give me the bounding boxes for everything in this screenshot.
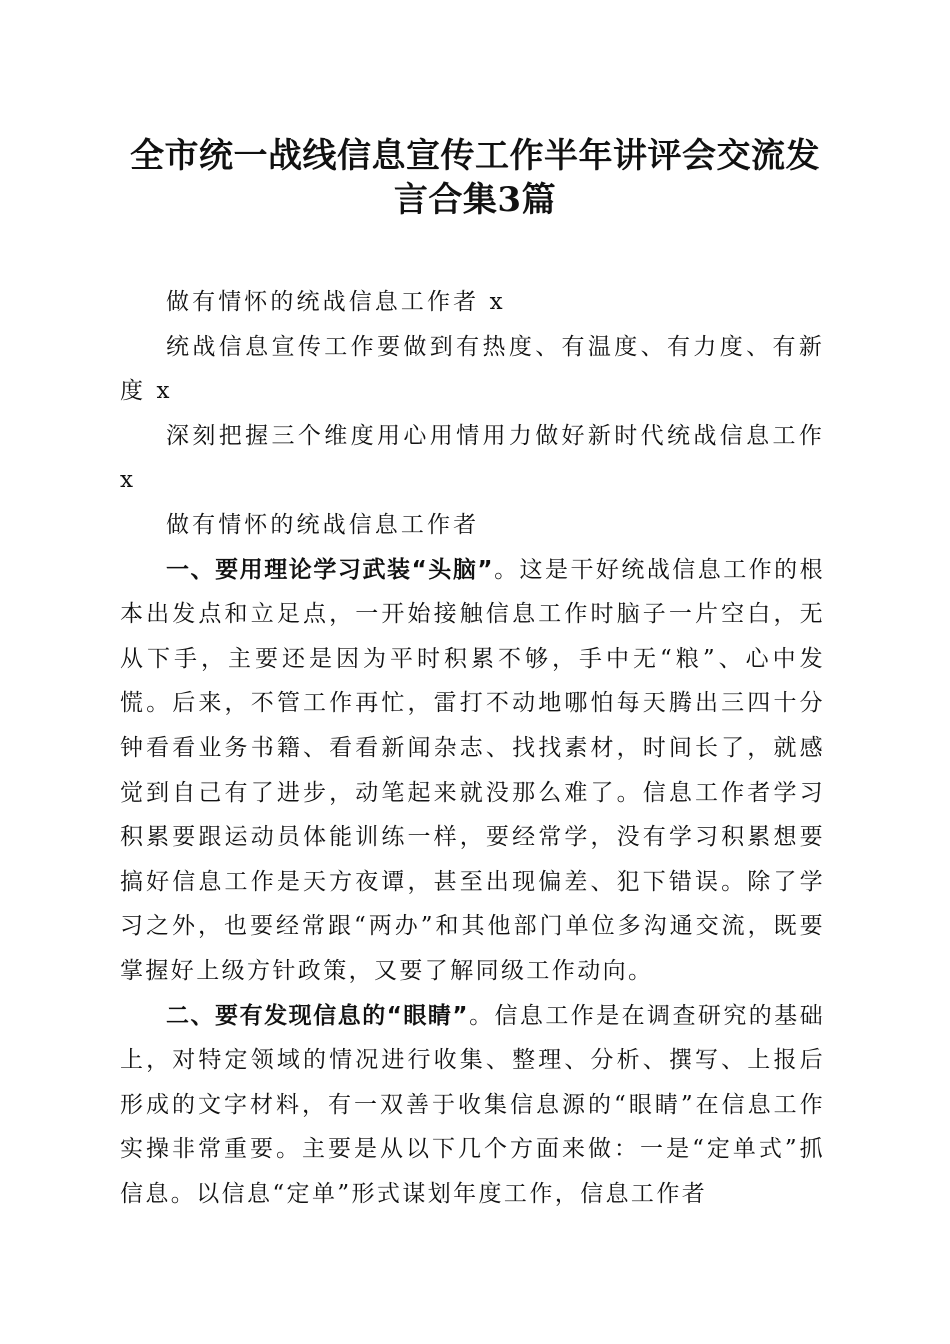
paragraph-2-text: 。信息工作是在调查研究的基础上，对特定领域的情况进行收集、整理、分析、撰写、上报后形成的文字材料，有一双善于收集信息源的“眼睛”在信息工作实操非常重要。主要是从以下几个方面来做：一是“定单式”抓信息。以信息“定单”形式谋划年度工作，信息工作者 bbox=[120, 1002, 826, 1207]
section-title: 做有情怀的统战信息工作者 bbox=[166, 511, 480, 538]
body-paragraph-1 bbox=[120, 548, 825, 994]
document-body bbox=[120, 280, 825, 1216]
title-line-2: 言合集3篇 bbox=[393, 180, 557, 220]
toc-entry-1[interactable]: 做有情怀的统战信息工作者 x bbox=[166, 289, 506, 315]
paragraph-2-lead: 二、要有发现信息的“眼睛” bbox=[166, 1002, 470, 1029]
toc-entry-3[interactable]: 深刻把握三个维度用心用情用力做好新时代统战信息工作 x bbox=[120, 422, 825, 494]
paragraph-1-text: 。这是干好统战信息工作的根本出发点和立足点，一开始接触信息工作时脑子一片空白，无从下手，主要还是因为平时积累不够，手中无“粮”、心中发慌。后来，不管工作再忙，雷打不动地哪怕每天腾出三四十分钟看看业务书籍、看看新闻杂志、找找素材，时间长了，就感觉到自己有了进步，动笔起来就没那么难了。信息工作者学习积累要跟运动员体能训练一样，要经常学，没有学习积累想要搞好信息工作是天方夜谭，甚至出现偏差、犯下错误。除了学习之外，也要经常跟“两办”和其他部门单位多沟通交流，既要掌握好上级方针政策，又要了解同级工作动向。 bbox=[120, 556, 825, 984]
paragraph-1-lead: 一、要用理论学习武装“头脑” bbox=[166, 556, 495, 583]
toc-entry-2[interactable]: 统战信息宣传工作要做到有热度、有温度、有力度、有新度 x bbox=[120, 333, 825, 405]
document-title bbox=[110, 134, 840, 222]
body-paragraph-2 bbox=[120, 994, 825, 1217]
title-line-1: 全市统一战线信息宣传工作半年讲评会交流发 bbox=[130, 136, 820, 176]
